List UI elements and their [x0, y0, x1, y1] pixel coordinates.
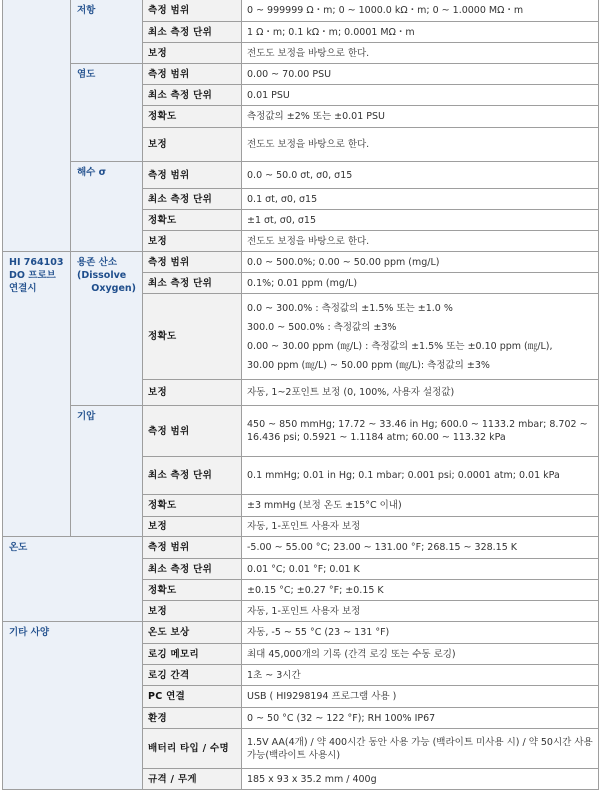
row-value: 1.5V AA(4개) / 약 400시간 동안 사용 가능 (백라이트 미사용 시) / 약 50시간 사용 가능(백라이트 사용시)	[242, 729, 599, 769]
section-other-specs: 기타 사양	[3, 622, 143, 790]
subsection-pressure: 기압	[71, 406, 143, 537]
row-label: 정확도	[143, 210, 242, 231]
subsection-seawater-sigma: 해수 σ	[71, 162, 143, 252]
row-value: 450 ~ 850 mmHg; 17.72 ~ 33.46 in Hg; 600.0 ~ 1133.2 mbar; 8.702 ~ 16.436 psi; 0.5921 ~ 1.1184 atm; 60.00 ~ 113.32 kPa	[242, 406, 599, 457]
row-value: ±3 mmHg (보정 온도 ±15°C 이내)	[242, 495, 599, 517]
row-label: 측정 범위	[143, 0, 242, 22]
table-row	[3, 406, 599, 457]
row-label: 정확도	[143, 294, 242, 380]
subsection-resistance: 저항	[71, 0, 143, 64]
row-label: 측정 범위	[143, 537, 242, 559]
subsection-dissolved-oxygen	[71, 252, 143, 406]
subsection-name: 용존 산소	[77, 257, 118, 268]
row-value-line: 300.0 ~ 500.0% : 측정값의 ±3%	[247, 321, 397, 333]
table-row	[3, 0, 599, 22]
row-value: ±1 σt, σ0, σ15	[242, 210, 599, 231]
row-value: -5.00 ~ 55.00 °C; 23.00 ~ 131.00 °F; 268.15 ~ 328.15 K	[242, 537, 599, 559]
row-label: 보정	[143, 128, 242, 162]
subsection-name: Oxygen)	[91, 283, 136, 294]
row-value: 자동, 1-포인트 사용자 보정	[242, 601, 599, 622]
row-label: 로깅 간격	[143, 665, 242, 686]
row-value-line: 0.00 ~ 30.00 ppm (㎎/L) : 측정값의 ±1.5% 또는 ±0.10 ppm (㎎/L),	[247, 340, 553, 352]
row-value: 자동, 1-포인트 사용자 보정	[242, 517, 599, 537]
row-value: 0.1 mmHg; 0.01 in Hg; 0.1 mbar; 0.001 psi; 0.0001 atm; 0.01 kPa	[242, 457, 599, 495]
row-label: 온도 보상	[143, 622, 242, 644]
row-value: 전도도 보정을 바탕으로 한다.	[242, 43, 599, 64]
row-value: USB ( HI9298194 프로그램 사용 )	[242, 686, 599, 708]
row-value	[242, 294, 599, 380]
row-label: 측정 범위	[143, 64, 242, 85]
row-label: 최소 측정 단위	[143, 457, 242, 495]
row-label: 보정	[143, 231, 242, 252]
row-label: 배터리 타입 / 수명	[143, 729, 242, 769]
row-label: 보정	[143, 517, 242, 537]
row-label: 보정	[143, 380, 242, 406]
table-row	[3, 252, 599, 273]
row-label: 정확도	[143, 106, 242, 128]
table-row	[3, 162, 599, 189]
row-label: 환경	[143, 708, 242, 729]
row-label: 측정 범위	[143, 252, 242, 273]
row-value: 측정값의 ±2% 또는 ±0.01 PSU	[242, 106, 599, 128]
section-temperature: 온도	[3, 537, 143, 622]
subsection-name: (Dissolve	[77, 270, 127, 281]
row-value: 1초 ~ 3시간	[242, 665, 599, 686]
row-value: 최대 45,000개의 기록 (간격 로깅 또는 수동 로깅)	[242, 644, 599, 665]
row-value: 0.0 ~ 50.0 σt, σ0, σ15	[242, 162, 599, 189]
row-value: 0.00 ~ 70.00 PSU	[242, 64, 599, 85]
row-label: 규격 / 무게	[143, 769, 242, 790]
row-value: 1 Ω・m; 0.1 kΩ・m; 0.0001 MΩ・m	[242, 22, 599, 43]
row-value: 전도도 보정을 바탕으로 한다.	[242, 128, 599, 162]
row-value: 0.1%; 0.01 ppm (mg/L)	[242, 273, 599, 294]
row-value: 0.1 σt, σ0, σ15	[242, 189, 599, 210]
section-cell-conductivity-continued	[3, 0, 71, 252]
row-label: 보정	[143, 43, 242, 64]
row-label: 최소 측정 단위	[143, 189, 242, 210]
row-value: 0 ~ 999999 Ω・m; 0 ~ 1000.0 kΩ・m; 0 ~ 1.0000 MΩ・m	[242, 0, 599, 22]
row-value: 0 ~ 50 °C (32 ~ 122 °F); RH 100% IP67	[242, 708, 599, 729]
row-value: 자동, 1~2포인트 보정 (0, 100%, 사용자 설정값)	[242, 380, 599, 406]
row-label: 최소 측정 단위	[143, 273, 242, 294]
row-value-line: 30.00 ppm (㎎/L) ~ 50.00 ppm (㎎/L): 측정값의 ±3%	[247, 359, 490, 371]
row-label: 측정 범위	[143, 406, 242, 457]
row-label: 로깅 메모리	[143, 644, 242, 665]
row-value: 자동, -5 ~ 55 °C (23 ~ 131 °F)	[242, 622, 599, 644]
table-row	[3, 537, 599, 559]
row-label: 최소 측정 단위	[143, 85, 242, 106]
row-value: 0.01 PSU	[242, 85, 599, 106]
table-row	[3, 64, 599, 85]
row-label: 보정	[143, 601, 242, 622]
row-label: 최소 측정 단위	[143, 22, 242, 43]
row-value: ±0.15 °C; ±0.27 °F; ±0.15 K	[242, 580, 599, 601]
row-label: 측정 범위	[143, 162, 242, 189]
row-value: 전도도 보정을 바탕으로 한다.	[242, 231, 599, 252]
row-value: 0.0 ~ 500.0%; 0.00 ~ 50.00 ppm (mg/L)	[242, 252, 599, 273]
row-label: 정확도	[143, 495, 242, 517]
row-label: PC 연결	[143, 686, 242, 708]
row-value: 0.01 °C; 0.01 °F; 0.01 K	[242, 559, 599, 580]
table-row	[3, 622, 599, 644]
row-label: 정확도	[143, 580, 242, 601]
section-do-probe: HI 764103 DO 프로브 연결시	[3, 252, 71, 537]
subsection-salinity: 염도	[71, 64, 143, 162]
row-value-line: 0.0 ~ 300.0% : 측정값의 ±1.5% 또는 ±1.0 %	[247, 302, 453, 314]
row-label: 최소 측정 단위	[143, 559, 242, 580]
row-value: 185 x 93 x 35.2 mm / 400g	[242, 769, 599, 790]
spec-table	[2, 0, 599, 790]
